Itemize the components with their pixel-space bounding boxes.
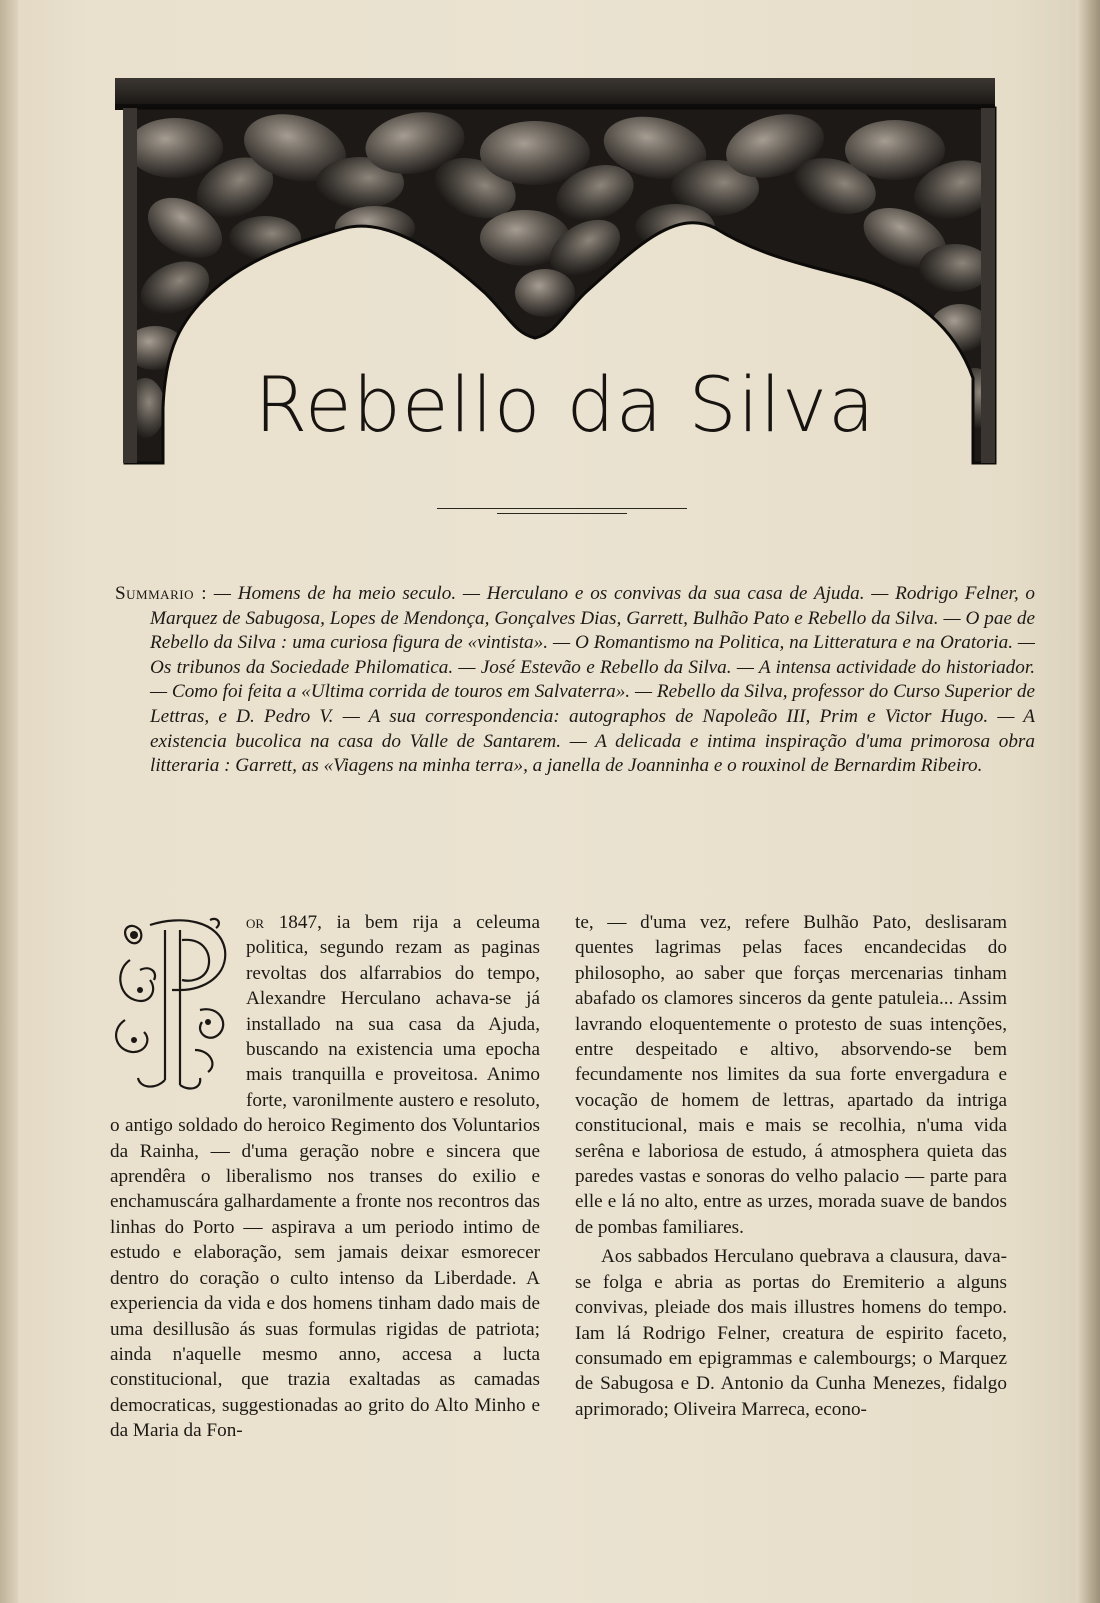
right-column-paragraph-2: Aos sabbados Herculano quebrava a clausura, dava-se folga e abria as portas do Eremiterio a alguns convivas, pleiade dos mais illustres homens do tempo. Iam lá Rodrigo Felner, creatura de espirito faceto, consumado em epigrammas e calembourgs; o Marquez de Sabugosa e D. Antonio da Cunha Menezes, fidalgo aprimorado; Oliveira Marreca, econo- xyxy=(575,1246,1007,1420)
article-title: Rebello da Silva xyxy=(254,360,876,449)
page-right-edge xyxy=(1076,0,1100,1603)
summary-block xyxy=(115,582,1035,779)
left-column-text: 1847, ia bem rija a celeuma politica, segundo rezam as paginas revoltas dos alfarrabios do tempo, Alexandre Herculano achava-se já installado na sua casa da Ajuda, buscando na existencia uma epocha mais tranquilla e proveitosa. Animo forte, varonilmente austero e resoluto, o antigo soldado do heroico Regimento dos Voluntarios da Rainha, — d'uma geração nobre e sincera que aprendêra o liberalismo nos transes do exilio e enchamuscára galhardamente a fronte nos recontros das linhas do Porto — aspirava a um periodo intimo de estudo e elaboração, sem jamais deixar esmorecer dentro do coração o culto intenso da Liberdade. A experiencia da vida e dos homens tinham dado mais de uma desillusão ás suas formulas rigidas de patriota; ainda n'aquelle mesmo anno, accesa a lucta constitucional, que trazia exaltadas as camadas democraticas, suggestionadas ao grito do Alto Minho e da Maria da Fon- xyxy=(110,912,540,1442)
ornamental-dropcap-p xyxy=(110,910,238,1095)
opening-smallcaps: or xyxy=(246,912,265,933)
article-column-left xyxy=(110,910,540,1444)
page-left-edge xyxy=(0,0,18,1603)
right-column-paragraph-1: te, — d'uma vez, refere Bulhão Pato, deslisaram quentes lagrimas pelas faces encandecidas do philosopho, ao saber que forças mercenarias tinham abafado os clamores sinceros da gente patuleia... Assim lavrando eloquentemente o protesto de suas intenções, entre despeitado e altivo, absorvendo-se bem fecundamente nos limites da sua forte envergadura e vocação de homem de lettras, apartado da intriga constitucional, mais e mais se recolhia, n'uma vida serêna e laboriosa de estudo, á atmosphera quieta das paredes vastas e sonoras do velho palacio — parte para elle e lá no alto, entre as urzes, morada suave de bandos de pombas familiares. xyxy=(575,912,1007,1238)
title-divider xyxy=(437,508,687,516)
article-column-right xyxy=(575,910,1007,1422)
summary-label: Summario : xyxy=(115,583,208,604)
summary-text: — Homens de ha meio seculo. — Herculano e os convivas da sua casa de Ajuda. — Rodrigo Felner, o Marquez de Sabugosa, Lopes de Mendonça, Gonçalves Dias, Garrett, Bulhão Pato e Rebello da Silva. — O pae de Rebello da Silva : uma curiosa figura de «vintista». — O Romantismo na Politica, na Litteratura e na Oratoria. — Os tribunos da Sociedade Philomatica. — José Estevão e Rebello da Silva. — A intensa actividade do historiador. — Como foi feita a «Ultima corrida de touros em Salvaterra». — Rebello da Silva, professor do Curso Superior de Lettras, e D. Pedro V. — A sua correspondencia: autographos de Napoleão III, Prim e Victor Hugo. — A existencia bucolica na casa do Valle de Santarem. — A delicada e intima inspiração d'uma primorosa obra litteraria : Garrett, as «Viagens na minha terra», a janella de Joanninha e o rouxinol de Bernardim Ribeiro. xyxy=(150,583,1035,777)
